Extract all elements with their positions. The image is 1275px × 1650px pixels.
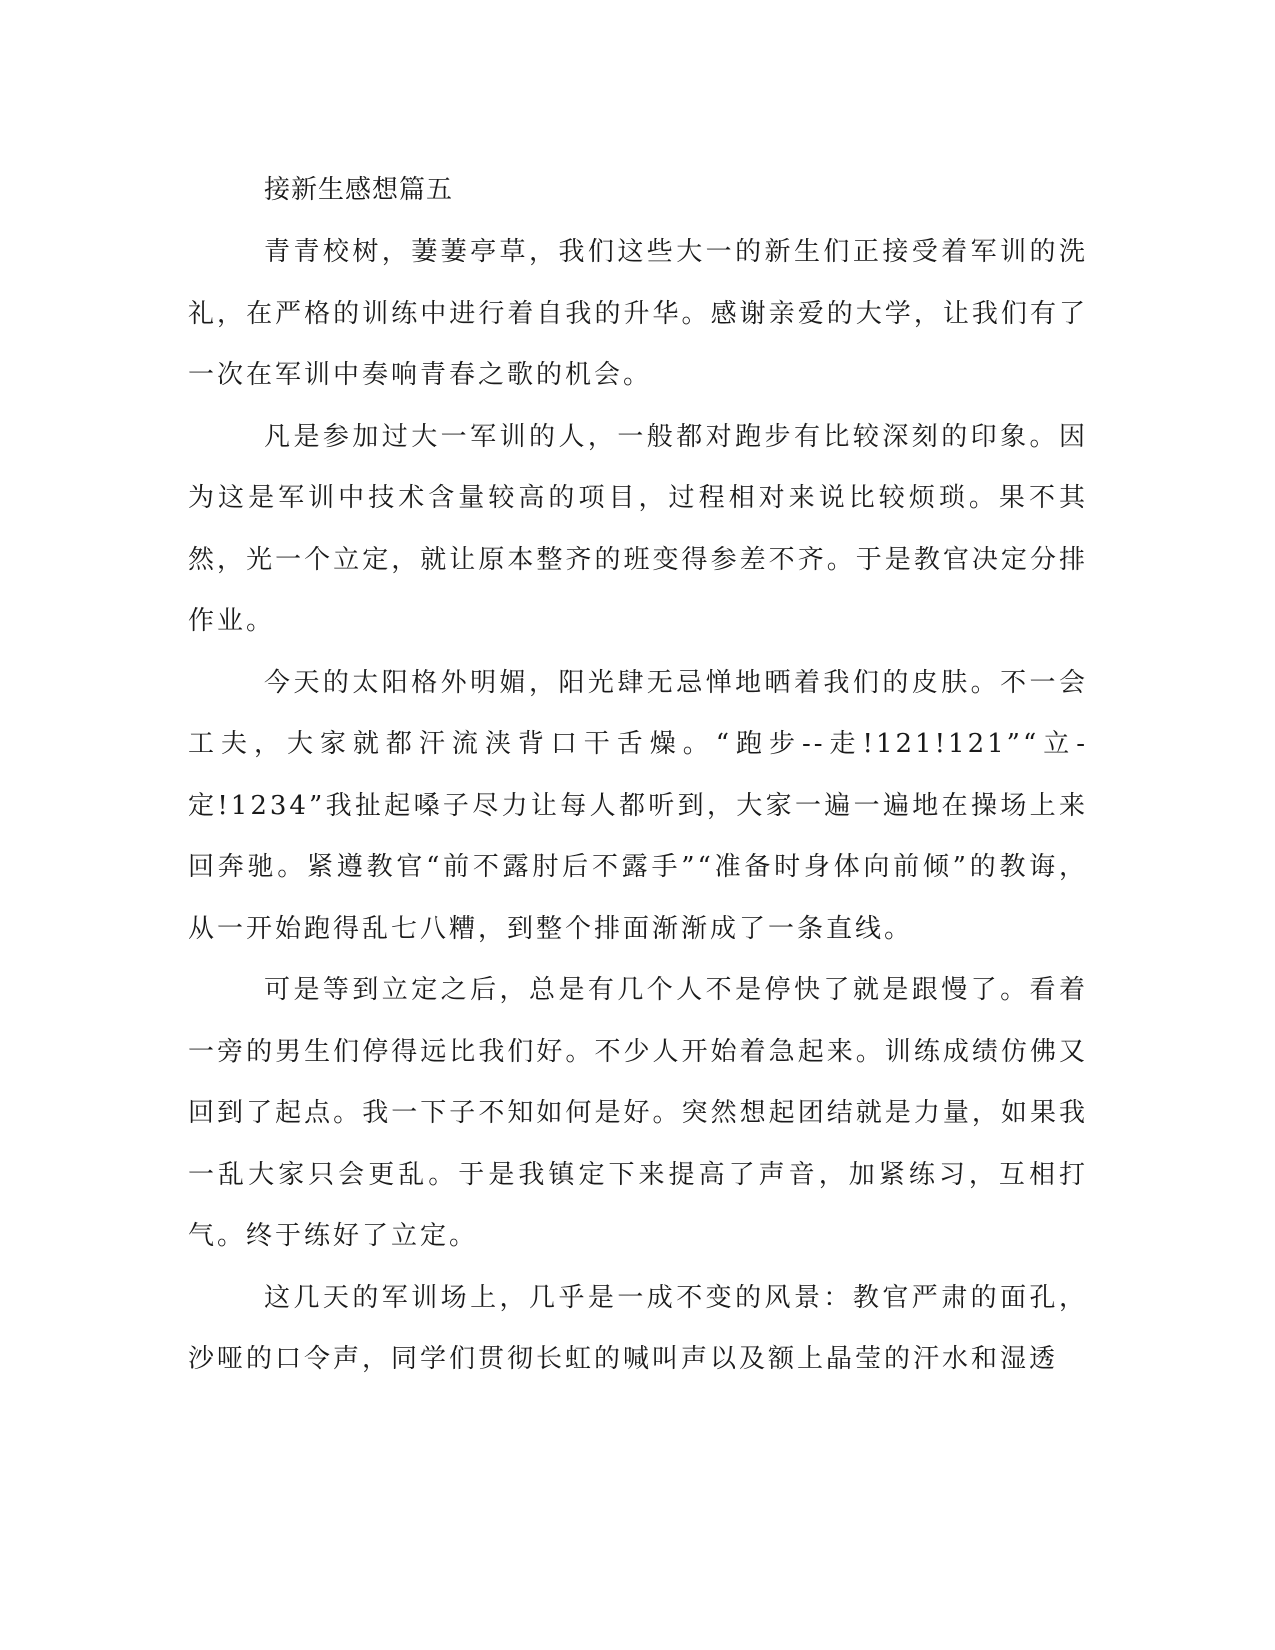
paragraph-5: 这几天的军训场上，几乎是一成不变的风景：教官严肃的面孔，沙哑的口令声，同学们贯彻长虹的喊叫声以及额上晶莹的汗水和湿透	[188, 1282, 1088, 1374]
paragraph-2: 凡是参加过大一军训的人，一般都对跑步有比较深刻的印象。因为这是军训中技术含量较高的项目，过程相对来说比较烦琐。果不其然，光一个立定，就让原本整齐的班变得参差不齐。于是教官决定分排作业。	[188, 421, 1088, 636]
document-title: 接新生感想篇五	[264, 175, 454, 205]
paragraph-3: 今天的太阳格外明媚，阳光肆无忌惮地晒着我们的皮肤。不一会工夫，大家就都汗流浃背口干舌燥。“跑步--走!121!121”“立-定!1234”我扯起嗓子尽力让每人都听到，大家一遍一遍地在操场上来回奔驰。紧遵教官“前不露肘后不露手”“准备时身体向前倾”的教诲，从一开始跑得乱七八糟，到整个排面渐渐成了一条直线。	[188, 667, 1088, 944]
paragraph-4: 可是等到立定之后，总是有几个人不是停快了就是跟慢了。看着一旁的男生们停得远比我们好。不少人开始着急起来。训练成绩仿佛又回到了起点。我一下子不知如何是好。突然想起团结就是力量，如果我一乱大家只会更乱。于是我镇定下来提高了声音，加紧练习，互相打气。终于练好了立定。	[188, 975, 1088, 1251]
paragraph-1: 青青校树，萋萋亭草，我们这些大一的新生们正接受着军训的洗礼，在严格的训练中进行着自我的升华。感谢亲爱的大学，让我们有了一次在军训中奏响青春之歌的机会。	[188, 237, 1088, 390]
document-body	[188, 160, 1088, 1391]
